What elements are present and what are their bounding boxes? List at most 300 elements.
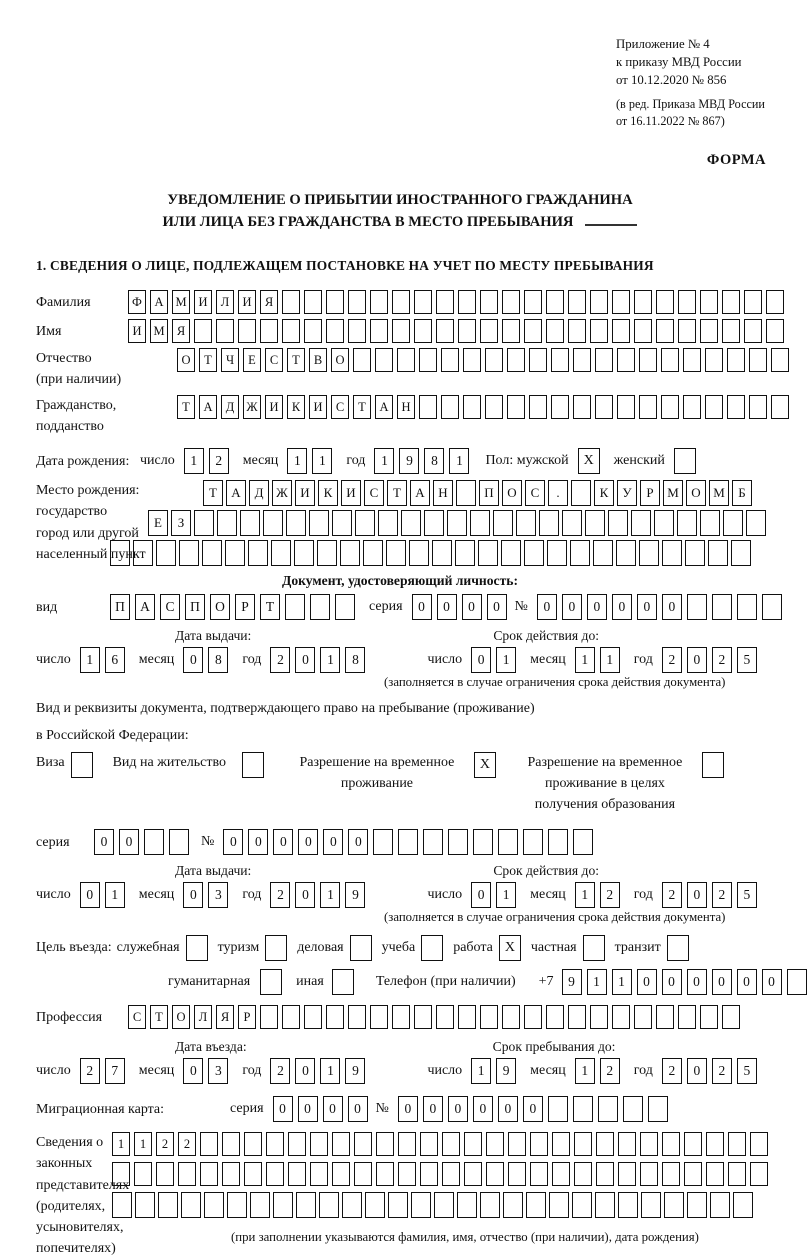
form-cell[interactable] bbox=[639, 395, 657, 419]
form-cell[interactable]: 2 bbox=[662, 647, 682, 673]
form-cell[interactable] bbox=[202, 540, 222, 566]
form-cell[interactable] bbox=[370, 290, 388, 314]
form-cell[interactable]: 1 bbox=[105, 882, 125, 908]
form-cell[interactable] bbox=[530, 1162, 548, 1186]
form-cell[interactable]: 0 bbox=[471, 882, 491, 908]
form-cell[interactable] bbox=[700, 319, 718, 343]
form-cell[interactable]: О bbox=[331, 348, 349, 372]
form-cell[interactable] bbox=[683, 348, 701, 372]
form-cell[interactable]: Ж bbox=[272, 480, 292, 506]
form-cell[interactable] bbox=[401, 510, 421, 536]
form-cell[interactable]: 0 bbox=[687, 969, 707, 995]
form-cell[interactable] bbox=[335, 594, 355, 620]
form-cell[interactable] bbox=[348, 319, 366, 343]
form-cell[interactable] bbox=[310, 1132, 328, 1156]
form-cell[interactable] bbox=[458, 1005, 476, 1029]
form-cell[interactable] bbox=[414, 290, 432, 314]
form-cell[interactable] bbox=[355, 510, 375, 536]
form-cell[interactable] bbox=[419, 348, 437, 372]
form-cell[interactable] bbox=[639, 540, 659, 566]
form-cell[interactable] bbox=[464, 1132, 482, 1156]
form-cell[interactable] bbox=[573, 395, 591, 419]
form-cell[interactable]: К bbox=[287, 395, 305, 419]
form-cell[interactable]: 0 bbox=[487, 594, 507, 620]
form-cell[interactable] bbox=[365, 1192, 385, 1218]
form-cell[interactable] bbox=[546, 319, 564, 343]
form-cell[interactable]: Р bbox=[238, 1005, 256, 1029]
form-cell[interactable]: 0 bbox=[473, 1096, 493, 1122]
form-cell[interactable]: 2 bbox=[712, 647, 732, 673]
form-cell[interactable]: 0 bbox=[323, 1096, 343, 1122]
form-cell[interactable] bbox=[664, 1192, 684, 1218]
form-cell[interactable] bbox=[546, 1005, 564, 1029]
form-cell[interactable] bbox=[238, 319, 256, 343]
form-cell[interactable] bbox=[216, 319, 234, 343]
form-cell[interactable] bbox=[304, 1005, 322, 1029]
form-cell[interactable] bbox=[524, 540, 544, 566]
form-cell[interactable]: 2 bbox=[270, 647, 290, 673]
form-cell[interactable]: И bbox=[265, 395, 283, 419]
form-cell[interactable] bbox=[634, 1005, 652, 1029]
form-cell[interactable] bbox=[678, 319, 696, 343]
form-cell[interactable] bbox=[392, 319, 410, 343]
form-cell[interactable]: Р bbox=[235, 594, 255, 620]
form-cell[interactable] bbox=[271, 540, 291, 566]
form-cell[interactable]: Е bbox=[243, 348, 261, 372]
form-cell[interactable] bbox=[746, 510, 766, 536]
form-cell[interactable] bbox=[750, 1132, 768, 1156]
form-cell[interactable] bbox=[458, 319, 476, 343]
form-cell[interactable]: 0 bbox=[637, 969, 657, 995]
form-cell[interactable] bbox=[463, 395, 481, 419]
form-cell[interactable] bbox=[340, 540, 360, 566]
form-cell[interactable]: 8 bbox=[345, 647, 365, 673]
form-cell[interactable]: 0 bbox=[248, 829, 268, 855]
form-cell[interactable] bbox=[641, 1192, 661, 1218]
form-cell[interactable] bbox=[530, 1132, 548, 1156]
form-cell[interactable]: 0 bbox=[295, 1058, 315, 1084]
form-cell[interactable] bbox=[294, 540, 314, 566]
form-cell[interactable] bbox=[503, 1192, 523, 1218]
form-cell[interactable]: П bbox=[110, 594, 130, 620]
form-cell[interactable] bbox=[618, 1192, 638, 1218]
form-cell[interactable]: 2 bbox=[600, 882, 620, 908]
form-cell[interactable] bbox=[595, 395, 613, 419]
form-cell[interactable]: Р bbox=[640, 480, 660, 506]
form-cell[interactable] bbox=[447, 510, 467, 536]
form-cell[interactable] bbox=[574, 1162, 592, 1186]
form-cell[interactable]: П bbox=[185, 594, 205, 620]
form-cell[interactable] bbox=[310, 1162, 328, 1186]
form-cell[interactable]: 0 bbox=[119, 829, 139, 855]
form-cell[interactable] bbox=[706, 1162, 724, 1186]
form-cell[interactable] bbox=[548, 1096, 568, 1122]
form-cell[interactable] bbox=[700, 510, 720, 536]
form-cell[interactable] bbox=[436, 290, 454, 314]
form-cell[interactable]: 1 bbox=[600, 647, 620, 673]
form-cell[interactable] bbox=[414, 319, 432, 343]
form-cell[interactable]: 7 bbox=[105, 1058, 125, 1084]
form-cell[interactable] bbox=[225, 540, 245, 566]
form-cell[interactable] bbox=[722, 290, 740, 314]
form-cell[interactable]: 1 bbox=[112, 1132, 130, 1156]
form-cell[interactable] bbox=[549, 1192, 569, 1218]
form-cell[interactable] bbox=[441, 395, 459, 419]
form-cell[interactable]: Я bbox=[260, 290, 278, 314]
form-cell[interactable] bbox=[288, 1162, 306, 1186]
form-cell[interactable] bbox=[485, 395, 503, 419]
form-cell[interactable] bbox=[766, 290, 784, 314]
form-cell[interactable] bbox=[661, 395, 679, 419]
form-cell[interactable]: 5 bbox=[737, 647, 757, 673]
form-cell[interactable]: И bbox=[341, 480, 361, 506]
form-cell[interactable]: Ф bbox=[128, 290, 146, 314]
form-cell[interactable] bbox=[332, 1162, 350, 1186]
form-cell[interactable] bbox=[568, 290, 586, 314]
form-cell[interactable] bbox=[200, 1132, 218, 1156]
option-visa-checkbox[interactable] bbox=[71, 752, 93, 778]
form-cell[interactable] bbox=[250, 1192, 270, 1218]
form-cell[interactable] bbox=[617, 348, 635, 372]
form-cell[interactable]: 0 bbox=[737, 969, 757, 995]
form-cell[interactable]: 1 bbox=[471, 1058, 491, 1084]
form-cell[interactable]: 0 bbox=[448, 1096, 468, 1122]
form-cell[interactable] bbox=[710, 1192, 730, 1218]
form-cell[interactable] bbox=[470, 510, 490, 536]
form-cell[interactable] bbox=[562, 510, 582, 536]
form-cell[interactable] bbox=[424, 510, 444, 536]
form-cell[interactable] bbox=[749, 348, 767, 372]
form-cell[interactable]: 0 bbox=[537, 594, 557, 620]
form-cell[interactable]: 2 bbox=[270, 1058, 290, 1084]
form-cell[interactable]: 2 bbox=[270, 882, 290, 908]
form-cell[interactable] bbox=[156, 540, 176, 566]
form-cell[interactable]: 0 bbox=[295, 882, 315, 908]
form-cell[interactable] bbox=[144, 829, 164, 855]
form-cell[interactable] bbox=[317, 540, 337, 566]
form-cell[interactable] bbox=[723, 510, 743, 536]
form-cell[interactable]: Т bbox=[199, 348, 217, 372]
form-cell[interactable] bbox=[683, 395, 701, 419]
form-cell[interactable] bbox=[744, 290, 762, 314]
form-cell[interactable]: 0 bbox=[687, 882, 707, 908]
form-cell[interactable] bbox=[398, 1132, 416, 1156]
form-cell[interactable] bbox=[398, 829, 418, 855]
form-cell[interactable] bbox=[378, 510, 398, 536]
form-cell[interactable] bbox=[524, 1005, 542, 1029]
form-cell[interactable] bbox=[552, 1162, 570, 1186]
form-cell[interactable] bbox=[705, 348, 723, 372]
form-cell[interactable]: О bbox=[686, 480, 706, 506]
form-cell[interactable]: 1 bbox=[575, 882, 595, 908]
form-cell[interactable] bbox=[348, 1005, 366, 1029]
form-cell[interactable]: И bbox=[309, 395, 327, 419]
form-cell[interactable]: 1 bbox=[496, 647, 516, 673]
form-cell[interactable] bbox=[661, 348, 679, 372]
form-cell[interactable] bbox=[547, 540, 567, 566]
purpose-humanitarian-checkbox[interactable] bbox=[260, 969, 282, 995]
form-cell[interactable] bbox=[248, 540, 268, 566]
form-cell[interactable]: Д bbox=[221, 395, 239, 419]
form-cell[interactable]: У bbox=[617, 480, 637, 506]
form-cell[interactable]: М bbox=[663, 480, 683, 506]
form-cell[interactable] bbox=[353, 348, 371, 372]
form-cell[interactable]: 1 bbox=[184, 448, 204, 474]
form-cell[interactable]: О bbox=[502, 480, 522, 506]
form-cell[interactable] bbox=[529, 395, 547, 419]
form-cell[interactable]: Л bbox=[216, 290, 234, 314]
form-cell[interactable] bbox=[595, 348, 613, 372]
form-cell[interactable]: 1 bbox=[575, 647, 595, 673]
form-cell[interactable] bbox=[498, 829, 518, 855]
form-cell[interactable]: 5 bbox=[737, 882, 757, 908]
form-cell[interactable] bbox=[733, 1192, 753, 1218]
form-cell[interactable] bbox=[539, 510, 559, 536]
form-cell[interactable] bbox=[480, 1192, 500, 1218]
form-cell[interactable]: 0 bbox=[348, 1096, 368, 1122]
form-cell[interactable]: 0 bbox=[462, 594, 482, 620]
form-cell[interactable] bbox=[656, 1005, 674, 1029]
form-cell[interactable] bbox=[178, 1162, 196, 1186]
form-cell[interactable] bbox=[656, 319, 674, 343]
form-cell[interactable] bbox=[181, 1192, 201, 1218]
form-cell[interactable] bbox=[705, 395, 723, 419]
form-cell[interactable] bbox=[744, 319, 762, 343]
form-cell[interactable] bbox=[771, 348, 789, 372]
form-cell[interactable] bbox=[727, 348, 745, 372]
form-cell[interactable] bbox=[480, 290, 498, 314]
form-cell[interactable] bbox=[631, 510, 651, 536]
form-cell[interactable] bbox=[750, 1162, 768, 1186]
form-cell[interactable]: И bbox=[295, 480, 315, 506]
form-cell[interactable] bbox=[529, 348, 547, 372]
form-cell[interactable] bbox=[263, 510, 283, 536]
form-cell[interactable]: 2 bbox=[178, 1132, 196, 1156]
form-cell[interactable] bbox=[420, 1162, 438, 1186]
form-cell[interactable] bbox=[260, 1005, 278, 1029]
form-cell[interactable] bbox=[456, 480, 476, 506]
purpose-other-checkbox[interactable] bbox=[332, 969, 354, 995]
form-cell[interactable]: 0 bbox=[273, 829, 293, 855]
form-cell[interactable]: С bbox=[265, 348, 283, 372]
purpose-official-checkbox[interactable] bbox=[186, 935, 208, 961]
form-cell[interactable]: 1 bbox=[134, 1132, 152, 1156]
form-cell[interactable]: 0 bbox=[712, 969, 732, 995]
sex-male-checkbox[interactable]: X bbox=[578, 448, 600, 474]
form-cell[interactable] bbox=[222, 1162, 240, 1186]
form-cell[interactable] bbox=[194, 510, 214, 536]
form-cell[interactable] bbox=[217, 510, 237, 536]
form-cell[interactable]: М bbox=[172, 290, 190, 314]
form-cell[interactable] bbox=[348, 290, 366, 314]
form-cell[interactable] bbox=[507, 348, 525, 372]
form-cell[interactable] bbox=[677, 510, 697, 536]
form-cell[interactable] bbox=[700, 290, 718, 314]
form-cell[interactable]: 0 bbox=[562, 594, 582, 620]
form-cell[interactable]: 3 bbox=[208, 882, 228, 908]
form-cell[interactable]: 2 bbox=[600, 1058, 620, 1084]
form-cell[interactable] bbox=[480, 1005, 498, 1029]
form-cell[interactable]: 9 bbox=[562, 969, 582, 995]
form-cell[interactable] bbox=[376, 1132, 394, 1156]
form-cell[interactable] bbox=[596, 1162, 614, 1186]
form-cell[interactable] bbox=[397, 348, 415, 372]
form-cell[interactable] bbox=[684, 1162, 702, 1186]
form-cell[interactable]: 0 bbox=[183, 647, 203, 673]
form-cell[interactable] bbox=[687, 1192, 707, 1218]
form-cell[interactable] bbox=[551, 348, 569, 372]
form-cell[interactable] bbox=[708, 540, 728, 566]
form-cell[interactable] bbox=[648, 1096, 668, 1122]
form-cell[interactable] bbox=[493, 510, 513, 536]
form-cell[interactable]: 1 bbox=[287, 448, 307, 474]
form-cell[interactable] bbox=[524, 290, 542, 314]
form-cell[interactable]: Л bbox=[194, 1005, 212, 1029]
form-cell[interactable] bbox=[507, 395, 525, 419]
form-cell[interactable]: 0 bbox=[587, 594, 607, 620]
form-cell[interactable] bbox=[508, 1162, 526, 1186]
form-cell[interactable]: А bbox=[150, 290, 168, 314]
form-cell[interactable] bbox=[618, 1132, 636, 1156]
form-cell[interactable]: Ж bbox=[243, 395, 261, 419]
form-cell[interactable] bbox=[727, 395, 745, 419]
form-cell[interactable]: А bbox=[199, 395, 217, 419]
form-cell[interactable] bbox=[634, 290, 652, 314]
form-cell[interactable] bbox=[156, 1162, 174, 1186]
form-cell[interactable] bbox=[678, 1005, 696, 1029]
form-cell[interactable]: Т bbox=[203, 480, 223, 506]
form-cell[interactable] bbox=[728, 1132, 746, 1156]
form-cell[interactable]: Д bbox=[249, 480, 269, 506]
form-cell[interactable]: И bbox=[128, 319, 146, 343]
form-cell[interactable]: К bbox=[318, 480, 338, 506]
form-cell[interactable] bbox=[598, 1096, 618, 1122]
form-cell[interactable] bbox=[766, 319, 784, 343]
form-cell[interactable] bbox=[634, 319, 652, 343]
form-cell[interactable]: А bbox=[135, 594, 155, 620]
form-cell[interactable]: Т bbox=[387, 480, 407, 506]
form-cell[interactable] bbox=[419, 395, 437, 419]
form-cell[interactable]: 0 bbox=[662, 594, 682, 620]
form-cell[interactable] bbox=[370, 1005, 388, 1029]
form-cell[interactable] bbox=[457, 1192, 477, 1218]
form-cell[interactable] bbox=[551, 395, 569, 419]
form-cell[interactable] bbox=[273, 1192, 293, 1218]
form-cell[interactable] bbox=[546, 290, 564, 314]
form-cell[interactable] bbox=[762, 594, 782, 620]
form-cell[interactable]: 1 bbox=[587, 969, 607, 995]
form-cell[interactable] bbox=[585, 510, 605, 536]
form-cell[interactable] bbox=[728, 1162, 746, 1186]
form-cell[interactable]: Я bbox=[172, 319, 190, 343]
form-cell[interactable]: 0 bbox=[437, 594, 457, 620]
form-cell[interactable] bbox=[375, 348, 393, 372]
form-cell[interactable]: А bbox=[375, 395, 393, 419]
form-cell[interactable] bbox=[596, 1132, 614, 1156]
form-cell[interactable] bbox=[260, 319, 278, 343]
form-cell[interactable]: 0 bbox=[295, 647, 315, 673]
form-cell[interactable] bbox=[386, 540, 406, 566]
form-cell[interactable]: . bbox=[548, 480, 568, 506]
form-cell[interactable] bbox=[411, 1192, 431, 1218]
form-cell[interactable] bbox=[370, 319, 388, 343]
form-cell[interactable] bbox=[662, 540, 682, 566]
form-cell[interactable] bbox=[227, 1192, 247, 1218]
form-cell[interactable] bbox=[204, 1192, 224, 1218]
form-cell[interactable] bbox=[326, 1005, 344, 1029]
form-cell[interactable]: 1 bbox=[496, 882, 516, 908]
form-cell[interactable]: 0 bbox=[637, 594, 657, 620]
form-cell[interactable] bbox=[455, 540, 475, 566]
form-cell[interactable] bbox=[441, 348, 459, 372]
form-cell[interactable] bbox=[332, 1132, 350, 1156]
form-cell[interactable] bbox=[392, 1005, 410, 1029]
form-cell[interactable]: Н bbox=[433, 480, 453, 506]
form-cell[interactable]: 2 bbox=[712, 1058, 732, 1084]
form-cell[interactable]: 0 bbox=[323, 829, 343, 855]
form-cell[interactable] bbox=[296, 1192, 316, 1218]
form-cell[interactable] bbox=[574, 1132, 592, 1156]
form-cell[interactable] bbox=[595, 1192, 615, 1218]
option-temp-residence-checkbox[interactable]: X bbox=[474, 752, 496, 778]
form-cell[interactable] bbox=[656, 290, 674, 314]
form-cell[interactable] bbox=[222, 1132, 240, 1156]
purpose-transit-checkbox[interactable] bbox=[667, 935, 689, 961]
form-cell[interactable] bbox=[568, 319, 586, 343]
form-cell[interactable] bbox=[423, 829, 443, 855]
form-cell[interactable] bbox=[473, 829, 493, 855]
form-cell[interactable] bbox=[282, 319, 300, 343]
form-cell[interactable] bbox=[571, 480, 591, 506]
form-cell[interactable]: Я bbox=[216, 1005, 234, 1029]
form-cell[interactable]: 1 bbox=[80, 647, 100, 673]
form-cell[interactable] bbox=[288, 1132, 306, 1156]
option-residence-permit-checkbox[interactable] bbox=[242, 752, 264, 778]
form-cell[interactable]: 0 bbox=[348, 829, 368, 855]
form-cell[interactable] bbox=[478, 540, 498, 566]
form-cell[interactable]: Е bbox=[148, 510, 168, 536]
form-cell[interactable]: 1 bbox=[449, 448, 469, 474]
form-cell[interactable]: С bbox=[364, 480, 384, 506]
form-cell[interactable]: И bbox=[238, 290, 256, 314]
form-cell[interactable]: 0 bbox=[223, 829, 243, 855]
form-cell[interactable] bbox=[304, 319, 322, 343]
form-cell[interactable]: С bbox=[128, 1005, 146, 1029]
form-cell[interactable]: Ч bbox=[221, 348, 239, 372]
form-cell[interactable] bbox=[590, 319, 608, 343]
form-cell[interactable] bbox=[570, 540, 590, 566]
form-cell[interactable] bbox=[590, 290, 608, 314]
form-cell[interactable]: В bbox=[309, 348, 327, 372]
form-cell[interactable] bbox=[326, 290, 344, 314]
form-cell[interactable]: 6 bbox=[105, 647, 125, 673]
form-cell[interactable] bbox=[304, 290, 322, 314]
form-cell[interactable] bbox=[135, 1192, 155, 1218]
form-cell[interactable] bbox=[737, 594, 757, 620]
form-cell[interactable]: 0 bbox=[412, 594, 432, 620]
form-cell[interactable] bbox=[363, 540, 383, 566]
form-cell[interactable]: 9 bbox=[345, 1058, 365, 1084]
form-cell[interactable] bbox=[516, 510, 536, 536]
form-cell[interactable]: С bbox=[525, 480, 545, 506]
form-cell[interactable] bbox=[573, 348, 591, 372]
form-cell[interactable] bbox=[194, 319, 212, 343]
form-cell[interactable] bbox=[354, 1132, 372, 1156]
form-cell[interactable] bbox=[398, 1162, 416, 1186]
form-cell[interactable] bbox=[712, 594, 732, 620]
form-cell[interactable] bbox=[573, 1096, 593, 1122]
form-cell[interactable]: О bbox=[177, 348, 195, 372]
